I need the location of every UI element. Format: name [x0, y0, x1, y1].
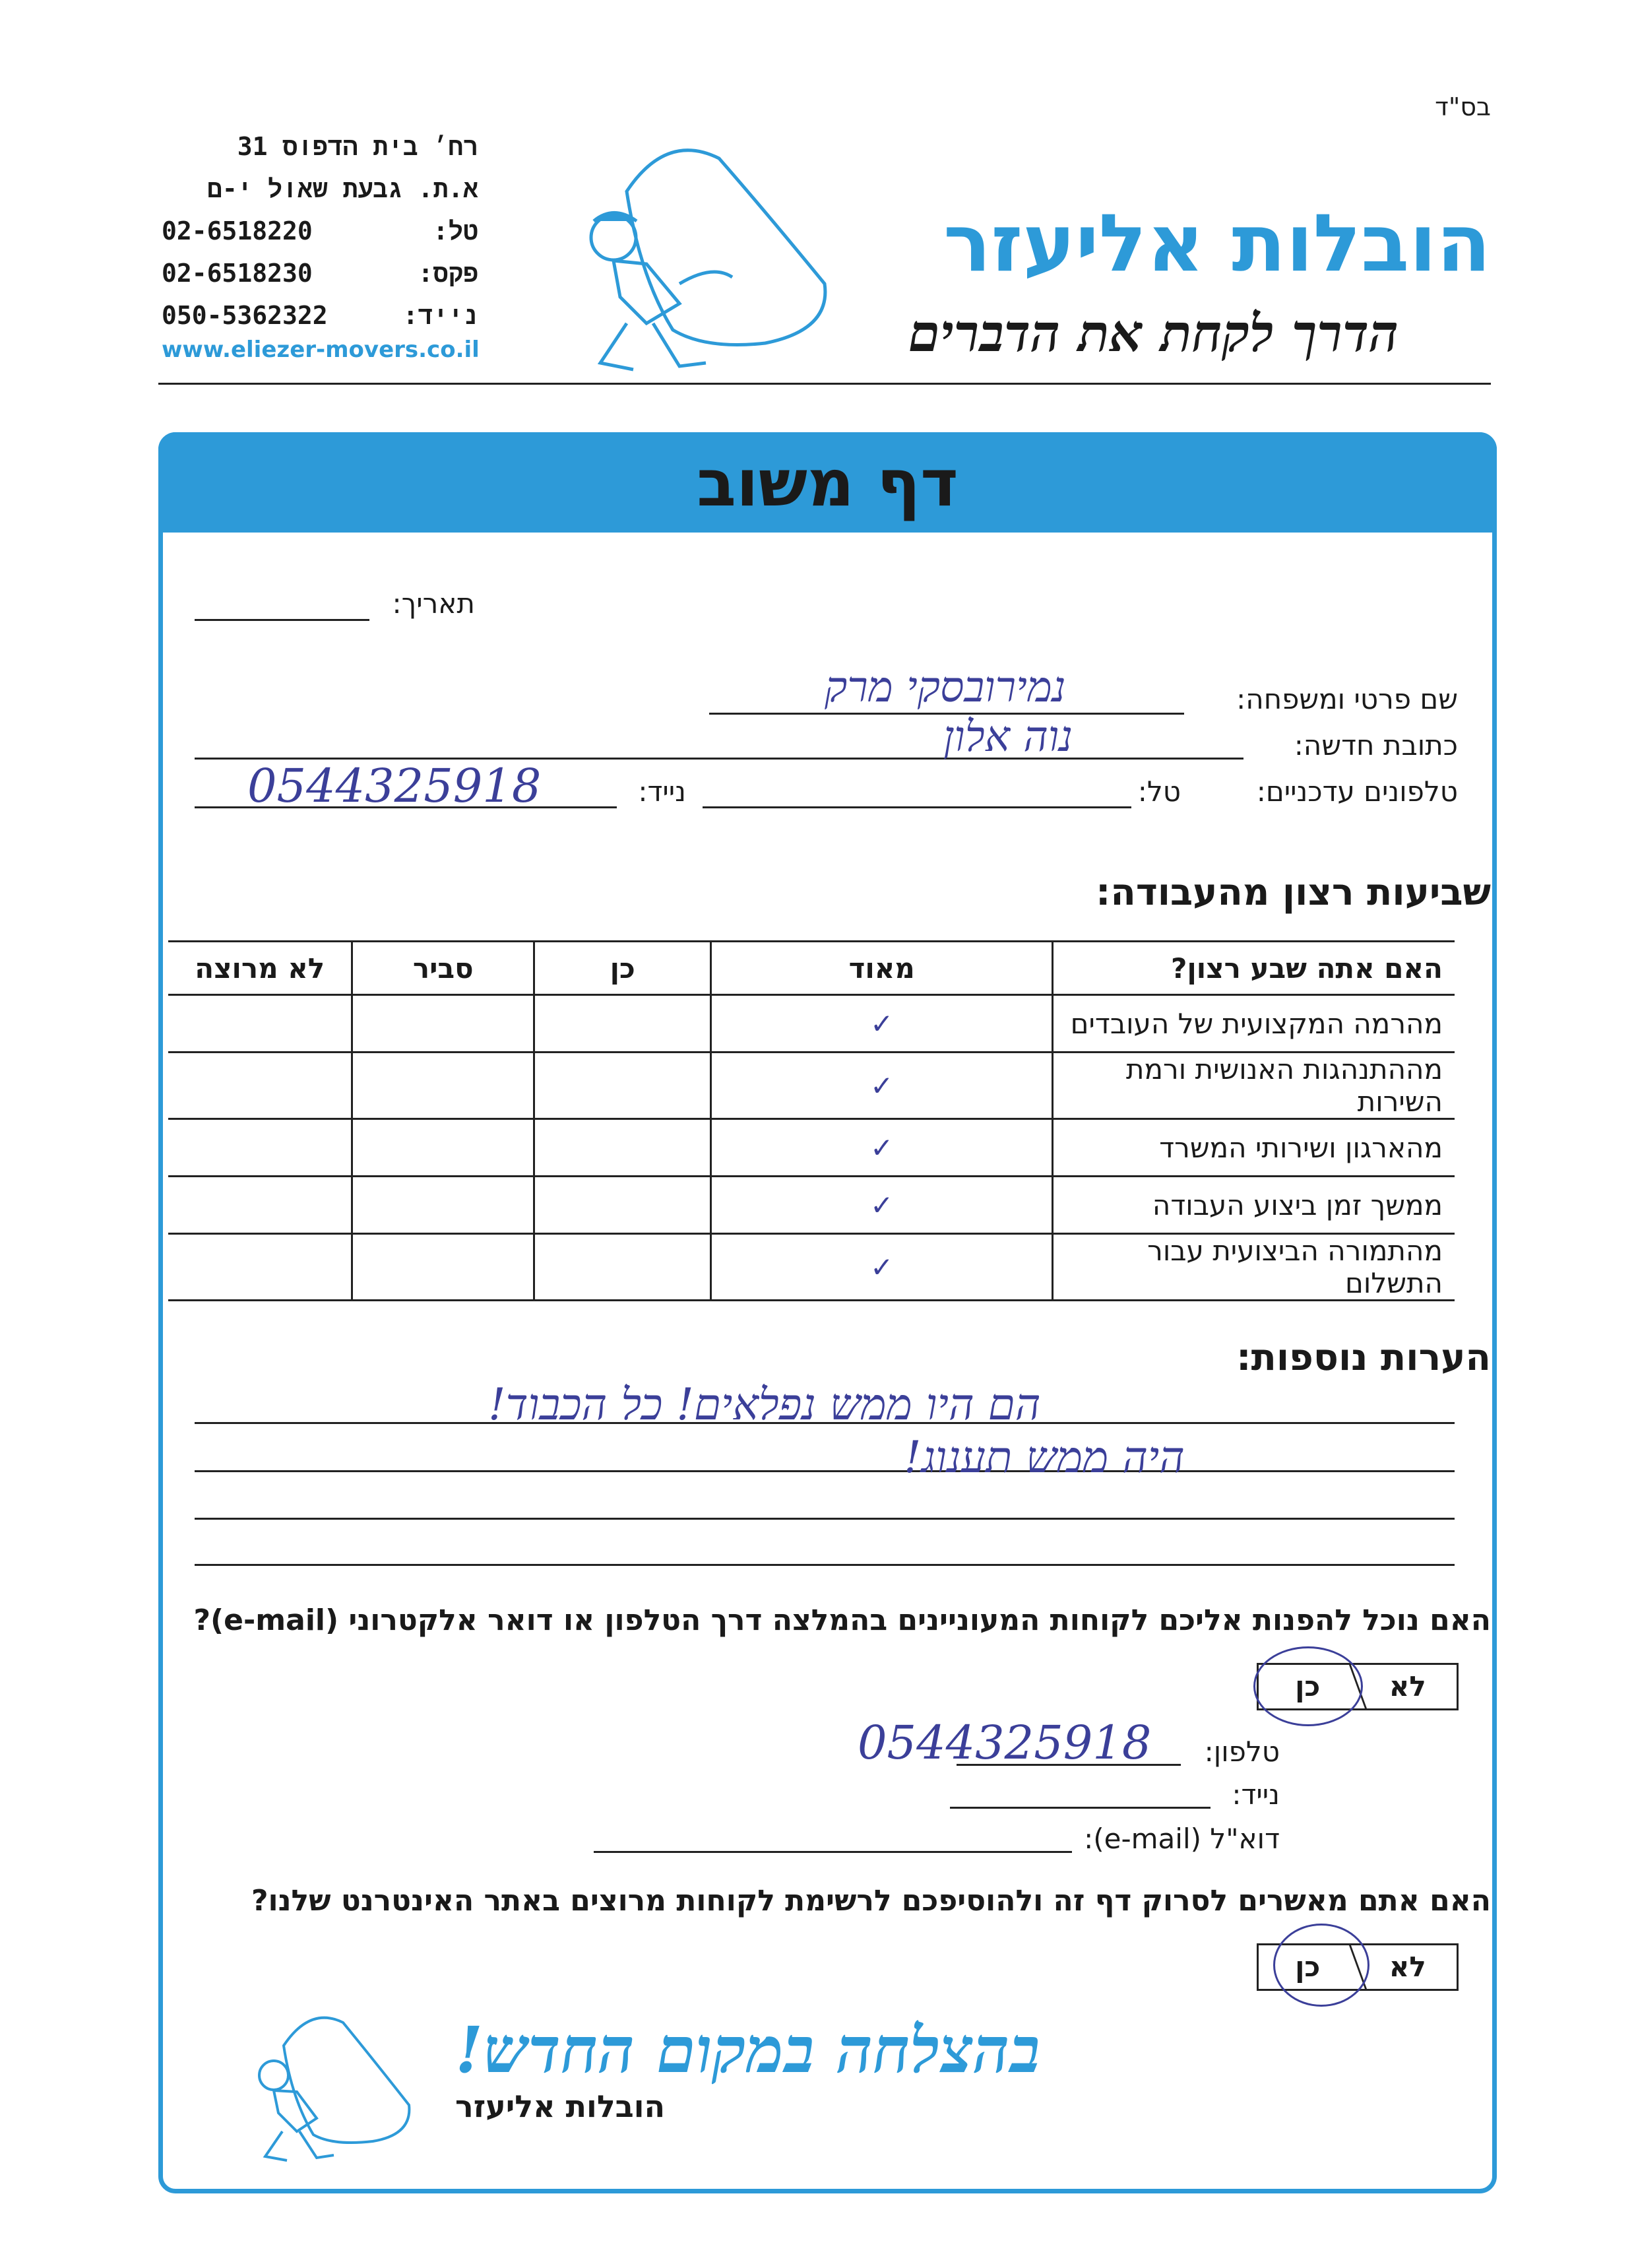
notes-title: הערות נוספות:: [1236, 1336, 1491, 1379]
col-yes: כן: [534, 942, 711, 995]
checkbox-fair[interactable]: [352, 995, 534, 1053]
footer-slogan: בהצלחה במקום החדש!: [455, 2013, 1040, 2087]
checkbox-very[interactable]: ✓: [711, 995, 1053, 1053]
checkbox-yes[interactable]: [534, 995, 711, 1053]
publish-question: האם אתם מאשרים לסרוק דף זה ולהוסיפכם לרשימת לקוחות מרוצים באתר האינטרנט שלנו?: [251, 1884, 1491, 1918]
address-line-2: א.ת. גבעת שאול י-ם: [207, 174, 478, 203]
checkbox-unsatisfied[interactable]: [168, 1177, 352, 1234]
col-fair: סביר: [352, 942, 534, 995]
publish-yes-option[interactable]: כן: [1295, 1951, 1321, 1983]
checkbox-fair[interactable]: [352, 1119, 534, 1177]
name-label: שם פרטי ומשפחה:: [1236, 683, 1458, 715]
brand-slogan: הדרך לקחת את הדברים: [908, 304, 1399, 364]
referral-email-field[interactable]: [594, 1851, 1072, 1853]
referral-phone-label: טלפון:: [1204, 1735, 1280, 1768]
referral-mobile-label: נייד:: [1232, 1778, 1280, 1811]
notes-handwriting-2: היה ממש תענוג!: [904, 1432, 1185, 1483]
checkbox-yes[interactable]: [534, 1234, 711, 1301]
publish-yes-circle: [1273, 1924, 1369, 2007]
checkbox-yes[interactable]: [534, 1177, 711, 1234]
table-row: [168, 1234, 1455, 1301]
checkbox-yes[interactable]: [534, 1053, 711, 1119]
checkbox-very[interactable]: ✓: [711, 1234, 1053, 1301]
referral-no-option[interactable]: לא: [1389, 1670, 1426, 1702]
col-unsatisfied: לא מרוצה: [168, 942, 352, 995]
phones-label: טלפונים עדכניים:: [1256, 775, 1458, 808]
referral-phone-handwriting: 0544325918: [858, 1716, 1152, 1770]
notes-line-2[interactable]: [195, 1470, 1455, 1472]
col-very: מאוד: [711, 942, 1053, 995]
checkbox-very[interactable]: ✓: [711, 1053, 1053, 1119]
notes-handwriting-1: הם היו ממש נפלאים! כל הכבוד!: [488, 1379, 1041, 1430]
mobile-handwriting: 0544325918: [247, 759, 542, 813]
website-link[interactable]: www.eliezer-movers.co.il: [162, 337, 480, 363]
referral-mobile-field[interactable]: [950, 1807, 1211, 1809]
row-label: ממשך זמן ביצוע העבודה: [1053, 1177, 1455, 1234]
fax-line: פקס: 02-6518230: [162, 259, 478, 288]
table-row: [168, 1053, 1455, 1119]
contact-block: [162, 125, 478, 337]
name-handwriting: נמירובסקי מרק: [825, 663, 1066, 712]
referral-question: האם נוכל להפנות אליכם לקוחות המעוניינים בהמלצה דרך הטלפון או דואר אלקטרוני (e-mail)?: [193, 1604, 1491, 1637]
address-handwriting: נוה אלון: [943, 713, 1073, 761]
mobile-label: נייד:: [638, 775, 686, 808]
form-title: דף משוב: [697, 446, 959, 521]
checkbox-fair[interactable]: [352, 1234, 534, 1301]
mover-mascot-small-logo: [231, 2006, 429, 2178]
address-line-1: רח׳ בית הדפוס 31: [237, 132, 478, 161]
table-header-row: [168, 942, 1455, 995]
checkbox-yes[interactable]: [534, 1119, 711, 1177]
referral-yes-option[interactable]: כן: [1295, 1670, 1321, 1702]
table-row: [168, 1177, 1455, 1234]
publish-no-option[interactable]: לא: [1389, 1951, 1426, 1983]
checkbox-very[interactable]: ✓: [711, 1119, 1053, 1177]
referral-email-label: דוא"ל (e-mail):: [1084, 1823, 1280, 1855]
question-header: האם אתה שבע רצון?: [1053, 942, 1455, 995]
checkbox-unsatisfied[interactable]: [168, 995, 352, 1053]
tel-field[interactable]: [703, 806, 1131, 808]
footer-company-name: הובלות אליעזר: [455, 2089, 666, 2124]
checkbox-unsatisfied[interactable]: [168, 1119, 352, 1177]
row-label: מהארגון ושירותי המשרד: [1053, 1119, 1455, 1177]
date-field[interactable]: [195, 619, 369, 621]
checkbox-very[interactable]: ✓: [711, 1177, 1053, 1234]
checkbox-unsatisfied[interactable]: [168, 1234, 352, 1301]
date-label: תאריך:: [392, 587, 475, 620]
notes-line-3[interactable]: [195, 1518, 1455, 1520]
bsd-mark: בס"ד: [1435, 92, 1491, 121]
mover-mascot-logo: [548, 132, 858, 396]
phone-line: טל: 02-6518220: [162, 216, 478, 245]
header-divider: [158, 383, 1491, 385]
notes-line-4[interactable]: [195, 1564, 1455, 1566]
checkbox-fair[interactable]: [352, 1053, 534, 1119]
address-label: כתובת חדשה:: [1294, 729, 1458, 761]
table-row: [168, 1119, 1455, 1177]
mobile-line: נייד: 050-5362322: [162, 301, 478, 330]
satisfaction-title: שביעות רצון מהעבודה:: [1095, 871, 1491, 914]
checkbox-fair[interactable]: [352, 1177, 534, 1234]
row-label: מהרמה המקצועית של העובדים: [1053, 995, 1455, 1053]
checkbox-unsatisfied[interactable]: [168, 1053, 352, 1119]
brand-name: הובלות אליעזר: [943, 198, 1491, 290]
satisfaction-table: [168, 940, 1455, 1301]
row-label: מהתמורה הביצועית עבור התשלום: [1053, 1234, 1455, 1301]
tel-label: טל:: [1137, 775, 1181, 808]
table-row: [168, 995, 1455, 1053]
referral-yes-circle: [1253, 1646, 1363, 1726]
row-label: מההתנהגות האנושית ורמת השירות: [1053, 1053, 1455, 1119]
